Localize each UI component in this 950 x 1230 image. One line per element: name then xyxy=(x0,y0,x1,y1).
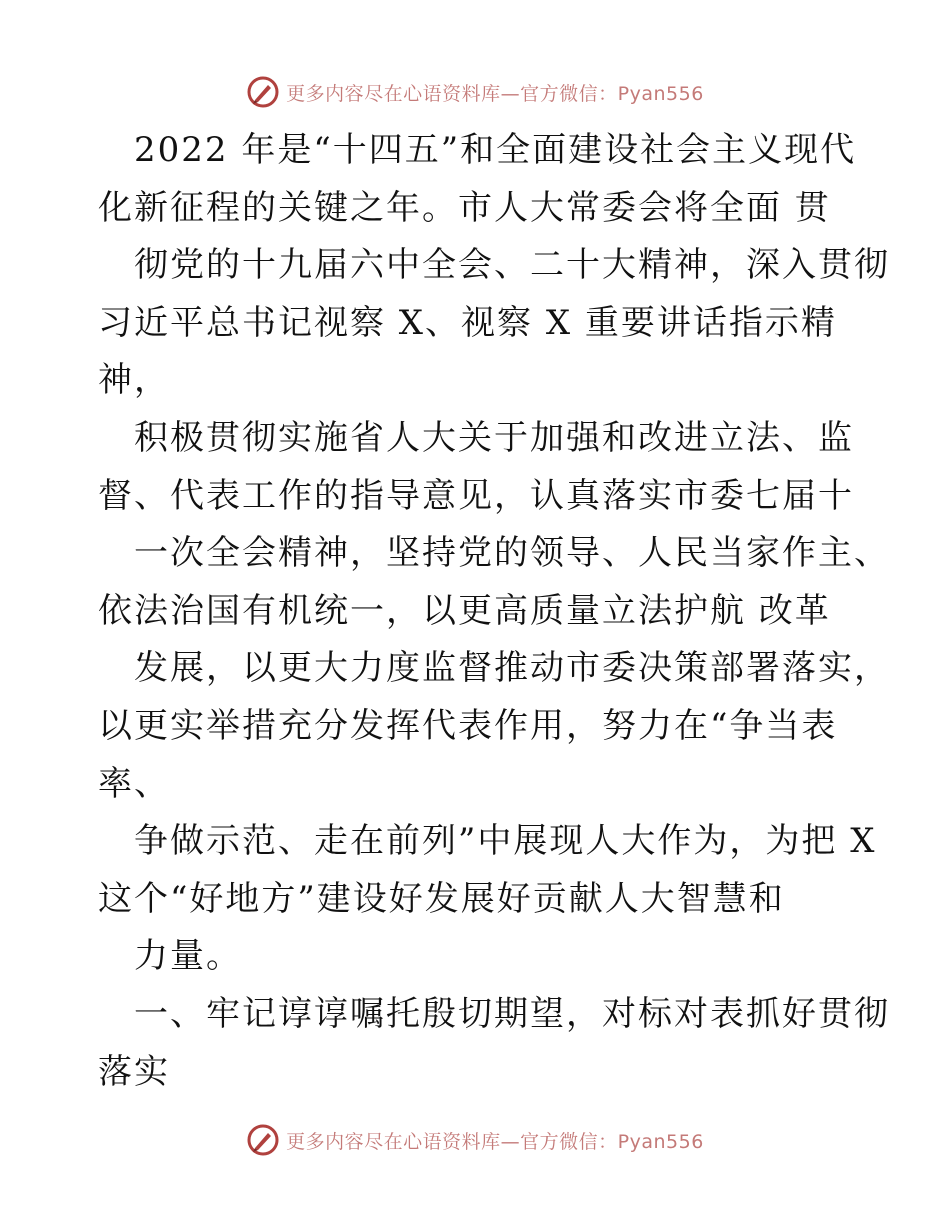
pen-circle-logo-icon xyxy=(246,75,280,109)
text-line: 以更实举措充分发挥代表作用，努力在“争当表 xyxy=(98,705,838,746)
text-line: 依法治国有机统一，以更高质量立法护航 改革 xyxy=(98,590,831,631)
pen-circle-logo-icon xyxy=(246,1123,280,1157)
text-line: 力量。 xyxy=(134,936,242,977)
text-line: 神， xyxy=(98,360,170,401)
text-line: 率、 xyxy=(98,763,170,804)
document-body xyxy=(98,122,890,1101)
text-line: 积极贯彻实施省人大关于加强和改进立法、监 xyxy=(134,417,854,458)
text-line: 督、代表工作的指导意见，认真落实市委七届十 xyxy=(98,475,854,516)
watermark-header xyxy=(0,72,950,112)
text-line: 落实 xyxy=(98,1051,170,1092)
text-line: 2022 年是“十四五”和全面建设社会主义现代 xyxy=(134,130,857,170)
text-line: 争做示范、走在前列”中展现人大作为，为把 X xyxy=(134,821,877,862)
watermark-text: 更多内容尽在心语资料库—官方微信：Pyan556 xyxy=(286,82,704,105)
watermark-text: 更多内容尽在心语资料库—官方微信：Pyan556 xyxy=(286,1130,704,1153)
text-line: 化新征程的关键之年。市人大常委会将全面 贯 xyxy=(98,187,831,228)
watermark-footer xyxy=(0,1120,950,1160)
text-line: 一、牢记谆谆嘱托殷切期望，对标对表抓好贯彻 xyxy=(134,993,890,1034)
text-line: 一次全会精神，坚持党的领导、人民当家作主、 xyxy=(134,533,890,574)
text-line: 这个“好地方”建设好发展好贡献人大智慧和 xyxy=(98,878,785,919)
text-line: 发展，以更大力度监督推动市委决策部署落实， xyxy=(134,648,890,689)
text-line: 彻党的十九届六中全会、二十大精神，深入贯彻 xyxy=(134,245,890,286)
text-line: 习近平总书记视察 X、视察 X 重要讲话指示精 xyxy=(98,302,837,343)
